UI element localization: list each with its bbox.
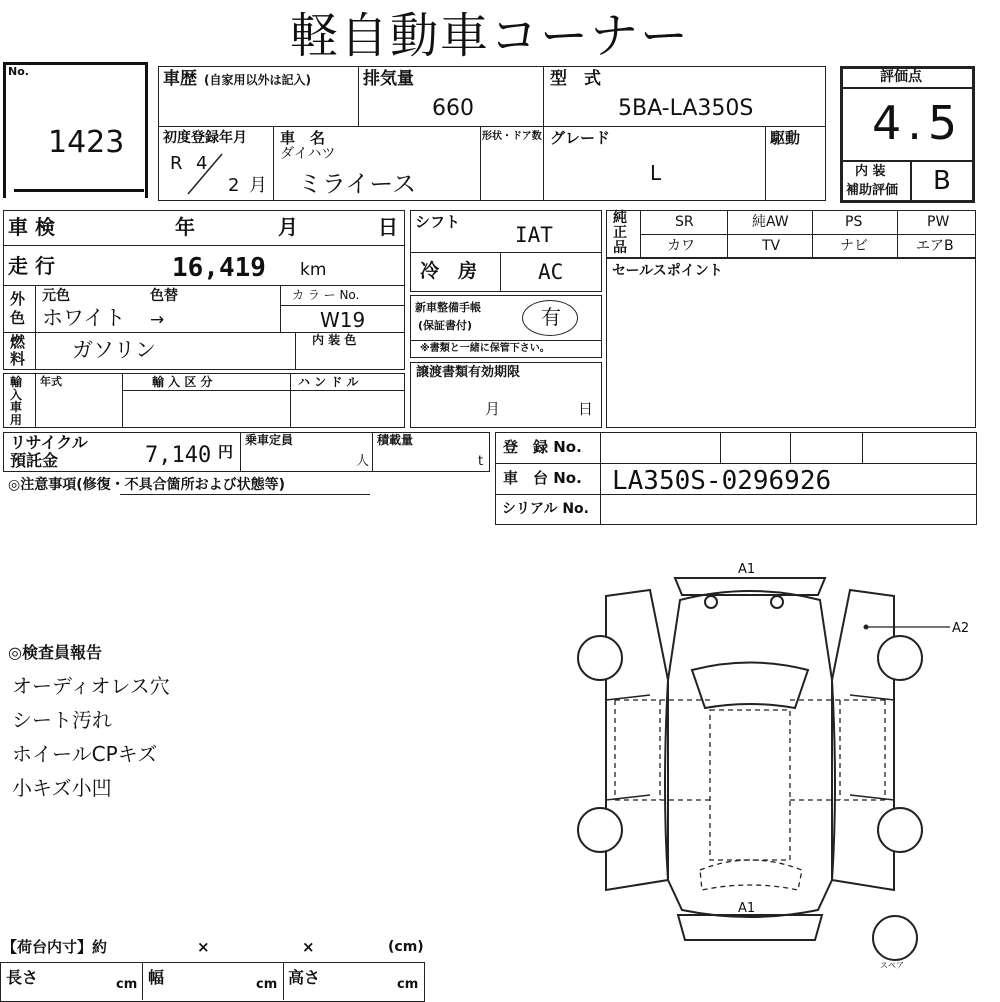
- first-reg-month: 2: [228, 175, 240, 196]
- equipment-side-label: 純正品: [613, 210, 627, 256]
- import-year-label: 年式: [40, 375, 62, 388]
- warranty-note: ※書類と一緒に保管下さい。: [420, 343, 550, 354]
- equip-leather: カワ: [667, 238, 695, 254]
- aircon-label: 冷 房: [420, 260, 478, 282]
- inspector-line: ホイールCPキズ: [12, 742, 158, 766]
- cargo-height: 高さ: [288, 968, 321, 987]
- model-type-label: 型 式: [550, 69, 601, 89]
- first-reg-era: R: [170, 153, 183, 174]
- car-name-label: 車 名: [280, 129, 326, 147]
- caution-label: ◎注意事項(修復・不具合箇所および状態等): [8, 477, 286, 493]
- color-code-label: カ ラ ー No.: [292, 288, 360, 302]
- shaken-day: 日: [378, 215, 398, 239]
- sales-point-label: セールスポイント: [612, 263, 723, 279]
- cargo-unit: (cm): [388, 939, 424, 955]
- serial-label: シリアル No.: [502, 501, 589, 517]
- drive-label: 駆動: [770, 129, 801, 147]
- equip-tv: TV: [762, 238, 781, 254]
- warranty-label-1: 新車整備手帳: [415, 301, 481, 314]
- inspector-label: ◎検査員報告: [8, 643, 102, 662]
- shaken-year: 年: [175, 215, 195, 239]
- fuel-side-label: 燃料: [10, 333, 26, 368]
- color-value: ホワイト: [42, 306, 126, 330]
- mileage-unit: km: [300, 260, 327, 280]
- import-side-label: 輸入車用: [10, 375, 23, 427]
- fuel-value: ガソリン: [72, 338, 156, 362]
- color-side-label: 外色: [10, 290, 26, 327]
- cargo-x1: ×: [197, 938, 210, 956]
- grade-value: L: [650, 161, 662, 185]
- load-unit: t: [478, 454, 484, 469]
- cargo-x2: ×: [302, 938, 315, 956]
- transfer-day: 日: [578, 400, 594, 418]
- lot-number: 1423: [48, 125, 125, 160]
- shift-value: IAT: [515, 223, 553, 247]
- grade-label: グレード: [550, 129, 611, 147]
- import-handle-label: ハ ン ド ル: [298, 375, 359, 389]
- mileage-label: 走 行: [8, 254, 55, 278]
- aircon-value: AC: [538, 260, 564, 284]
- interior-score-label-2: 補助評価: [846, 183, 899, 198]
- recycle-label-1: リサイクル: [10, 433, 88, 452]
- chassis-value: LA350S-0296926: [612, 466, 832, 496]
- equip-navi: ナビ: [840, 238, 868, 254]
- color-code: W19: [320, 308, 366, 332]
- recycle-label-2: 預託金: [10, 451, 59, 470]
- history-note: (自家用以外は記入): [204, 73, 311, 87]
- spare-label: スペア: [880, 961, 904, 970]
- shaken-month: 月: [278, 215, 298, 239]
- first-reg-slash: [180, 150, 230, 198]
- car-diagram: [570, 560, 990, 980]
- score-value: 4.5: [872, 96, 964, 150]
- first-reg-month-unit: 月: [249, 175, 267, 196]
- history-label: 車歴: [163, 69, 197, 89]
- transfer-month: 月: [485, 400, 501, 418]
- recycle-value: 7,140: [145, 443, 212, 468]
- warranty-label-2: (保証書付): [418, 319, 473, 332]
- capacity-label: 乗車定員: [245, 433, 294, 447]
- equip-aw: 純AW: [752, 214, 789, 230]
- cargo-grid: [0, 962, 425, 1002]
- equip-ps: PS: [845, 214, 863, 230]
- body-doors-label: 形状・ドア数: [482, 131, 542, 142]
- interior-score-label-1: 内 装: [855, 164, 886, 179]
- color-change-label: 色替: [150, 288, 178, 304]
- car-name-value: ミライース: [298, 170, 417, 198]
- equip-airbag: エアB: [916, 238, 954, 254]
- load-label: 積載量: [377, 433, 414, 447]
- displacement-label: 排気量: [363, 69, 414, 89]
- registration-label: 登 録 No.: [503, 438, 582, 456]
- cargo-cm-2: cm: [256, 977, 278, 992]
- page-title: 軽自動車コーナー: [290, 8, 691, 64]
- equip-sr: SR: [675, 214, 694, 230]
- cargo-cm-1: cm: [116, 977, 138, 992]
- cargo-width: 幅: [148, 968, 165, 987]
- displacement-value: 660: [432, 96, 474, 121]
- cargo-label: 【荷台内寸】約: [2, 938, 108, 956]
- first-reg-year: 4: [196, 153, 208, 174]
- cargo-cm-3: cm: [397, 977, 419, 992]
- inspector-line: シート汚れ: [12, 708, 112, 732]
- inspector-line: オーディオレス穴: [12, 674, 170, 698]
- car-maker: ダイハツ: [280, 146, 336, 162]
- first-reg-label: 初度登録年月: [163, 130, 247, 146]
- color-orig-label: 元色: [42, 288, 70, 304]
- color-arrow: →: [150, 310, 165, 330]
- sales-point-box: [606, 258, 976, 428]
- damage-mark-side: A2: [952, 621, 970, 636]
- interior-score-value: B: [933, 166, 951, 196]
- interior-color-label: 内 装 色: [312, 333, 357, 347]
- inspector-line: 小キズ小凹: [12, 776, 112, 800]
- score-label: 評価点: [880, 69, 922, 85]
- warranty-value: 有: [541, 305, 561, 329]
- shaken-label: 車 検: [8, 215, 55, 239]
- mileage-value: 16,419: [172, 253, 266, 283]
- lot-no-label: No.: [8, 65, 29, 78]
- chassis-label: 車 台 No.: [503, 469, 582, 487]
- damage-mark-rear: A1: [738, 901, 756, 916]
- cargo-length: 長さ: [6, 968, 39, 987]
- shift-label: シフト: [415, 213, 461, 231]
- capacity-unit: 人: [356, 454, 370, 469]
- recycle-unit: 円: [218, 443, 234, 461]
- damage-mark-front: A1: [738, 562, 756, 577]
- model-type-value: 5BA-LA350S: [618, 96, 754, 121]
- equip-pw: PW: [927, 214, 950, 230]
- import-class-label: 輸 入 区 分: [152, 375, 213, 389]
- transfer-label: 譲渡書類有効期限: [416, 365, 521, 380]
